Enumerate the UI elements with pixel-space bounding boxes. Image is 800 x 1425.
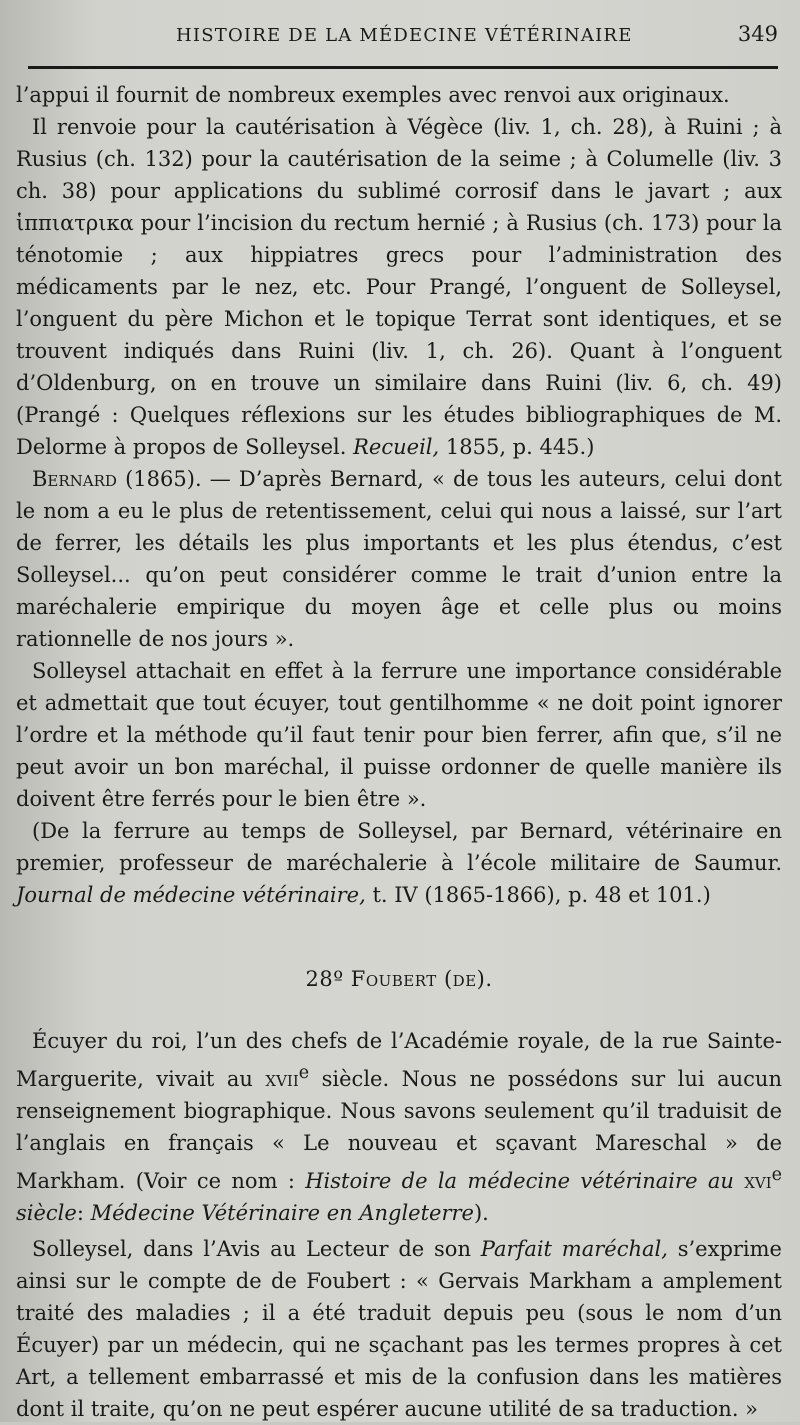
section-number: 28º	[305, 967, 344, 991]
paragraph-1-text: l’appui il fournit de nombreux exemples avec renvoi aux originaux.	[16, 83, 730, 107]
paragraph-1	[16, 79, 782, 111]
reference-title: Histoire de la médecine vétérinaire au	[305, 1169, 734, 1193]
running-title: HISTOIRE DE LA MÉDECINE VÉTÉRINAIRE	[176, 25, 633, 46]
paragraph-3-text: (1865). — D’après Bernard, « de tous les auteurs, celui dont le nom a eu le plus de retentissement, celui qui nous a laissé, sur l’art de ferrer, les détails les plus importants et les plus étendus, c’est Solleysel... qu’on peut considérer comme le trait d’union entre la maréchalerie empirique du moyen âge et celle plus ou moins rationnelle de nos jours ».	[16, 467, 782, 651]
paragraph-2-journal: Recueil,	[353, 435, 440, 459]
page-number: 349	[737, 22, 778, 46]
section-paragraph-1-cont: siècle. Nous ne possédons sur lui aucun renseignement biographique. Nous savons seulement qu’il traduisit de l’anglais en français « Le nouveau et sçavant Mareschal » de Markham. (Voir ce nom :	[16, 1067, 782, 1193]
paragraph-5	[16, 815, 782, 911]
section-paragraph-1	[16, 1025, 782, 1229]
paragraph-3	[16, 463, 782, 655]
section-particle: (de).	[443, 967, 493, 991]
century-sup-2: e	[771, 1165, 782, 1185]
reference-title-3: Médecine Vétérinaire en Angleterre	[90, 1201, 474, 1225]
running-head	[16, 22, 782, 56]
paragraph-5-journal: Journal de médecine vétérinaire,	[16, 883, 366, 907]
header-rule	[28, 66, 778, 69]
century-numeral: xvii	[265, 1067, 299, 1091]
reference-title-2: siècle	[16, 1201, 77, 1225]
paragraph-5-text: (De la ferrure au temps de Solleysel, par Bernard, vétérinaire en premier, professeur de maréchalerie à l’école militaire de Saumur.	[16, 819, 782, 875]
paragraph-4	[16, 655, 782, 815]
century-numeral-2: xvi	[744, 1169, 772, 1193]
section-paragraph-2-text: s’exprime ainsi sur le compte de de Foubert : « Gervais Markham a amplement traité des maladies ; il a été traduit depuis peu (sous le nom d’un Écuyer) par un médecin, qui ne sçachant pas les termes propres à cet Art, a tellement embarrassé et mis de la confusion dans les matières dont il traite, qu’on ne peut espérer aucune utilité de sa traduction. »	[16, 1237, 782, 1421]
section-paragraph-2	[16, 1233, 782, 1425]
paragraph-3-author: Bernard	[32, 467, 117, 491]
section-heading	[16, 963, 782, 995]
paragraph-5-end: t. IV (1865-1866), p. 48 et 101.)	[372, 883, 711, 907]
book-title: Parfait maréchal,	[480, 1237, 668, 1261]
paragraph-2	[16, 111, 782, 463]
paragraph-4-text: Solleysel attachait en effet à la ferrure une importance considérable et admettait que tout écuyer, tout gentilhomme « ne doit point ignorer l’ordre et la méthode qu’il faut tenir pour bien ferrer, afin que, s’il ne peut avoir un bon maréchal, il puisse ordonner de quelle manière ils doivent être ferrés pour le bien être ».	[16, 659, 782, 811]
century-sup: e	[298, 1063, 310, 1083]
section-paragraph-1-text: Écuyer du roi, l’un des chefs de l’Académie royale, de la rue Sainte-Marguerite, vivait au	[16, 1029, 782, 1091]
section-paragraph-2-start: Solleysel, dans l’Avis au Lecteur de son	[32, 1237, 471, 1261]
section-name: Foubert	[350, 967, 437, 991]
section-paragraph-1-end: ).	[473, 1201, 489, 1225]
paragraph-2-end: 1855, p. 445.)	[445, 435, 595, 459]
reference-colon: :	[76, 1201, 84, 1225]
paragraph-2-text: Il renvoie pour la cautérisation à Végèce (liv. 1, ch. 28), à Ruini ; à Rusius (ch. 132) pour la cautérisation de la seime ; à Columelle (liv. 3 ch. 38) pour applications du sublimé corrosif dans le javart ; aux ἱππιατρικα pour l’incision du rectum hernié ; à Rusius (ch. 173) pour la ténotomie ; aux hippiatres grecs pour l’administration des médicaments par le nez, etc. Pour Prangé, l’onguent de Solleysel, l’onguent du père Michon et le topique Terrat sont identiques, et se trouvent indiqués dans Ruini (liv. 1, ch. 26). Quant à l’onguent d’Oldenburg, on en trouve un similaire dans Ruini (liv. 6, ch. 49) (Prangé : Quelques réflexions sur les études bibliographiques de M. Delorme à propos de Solleysel.	[16, 115, 782, 459]
